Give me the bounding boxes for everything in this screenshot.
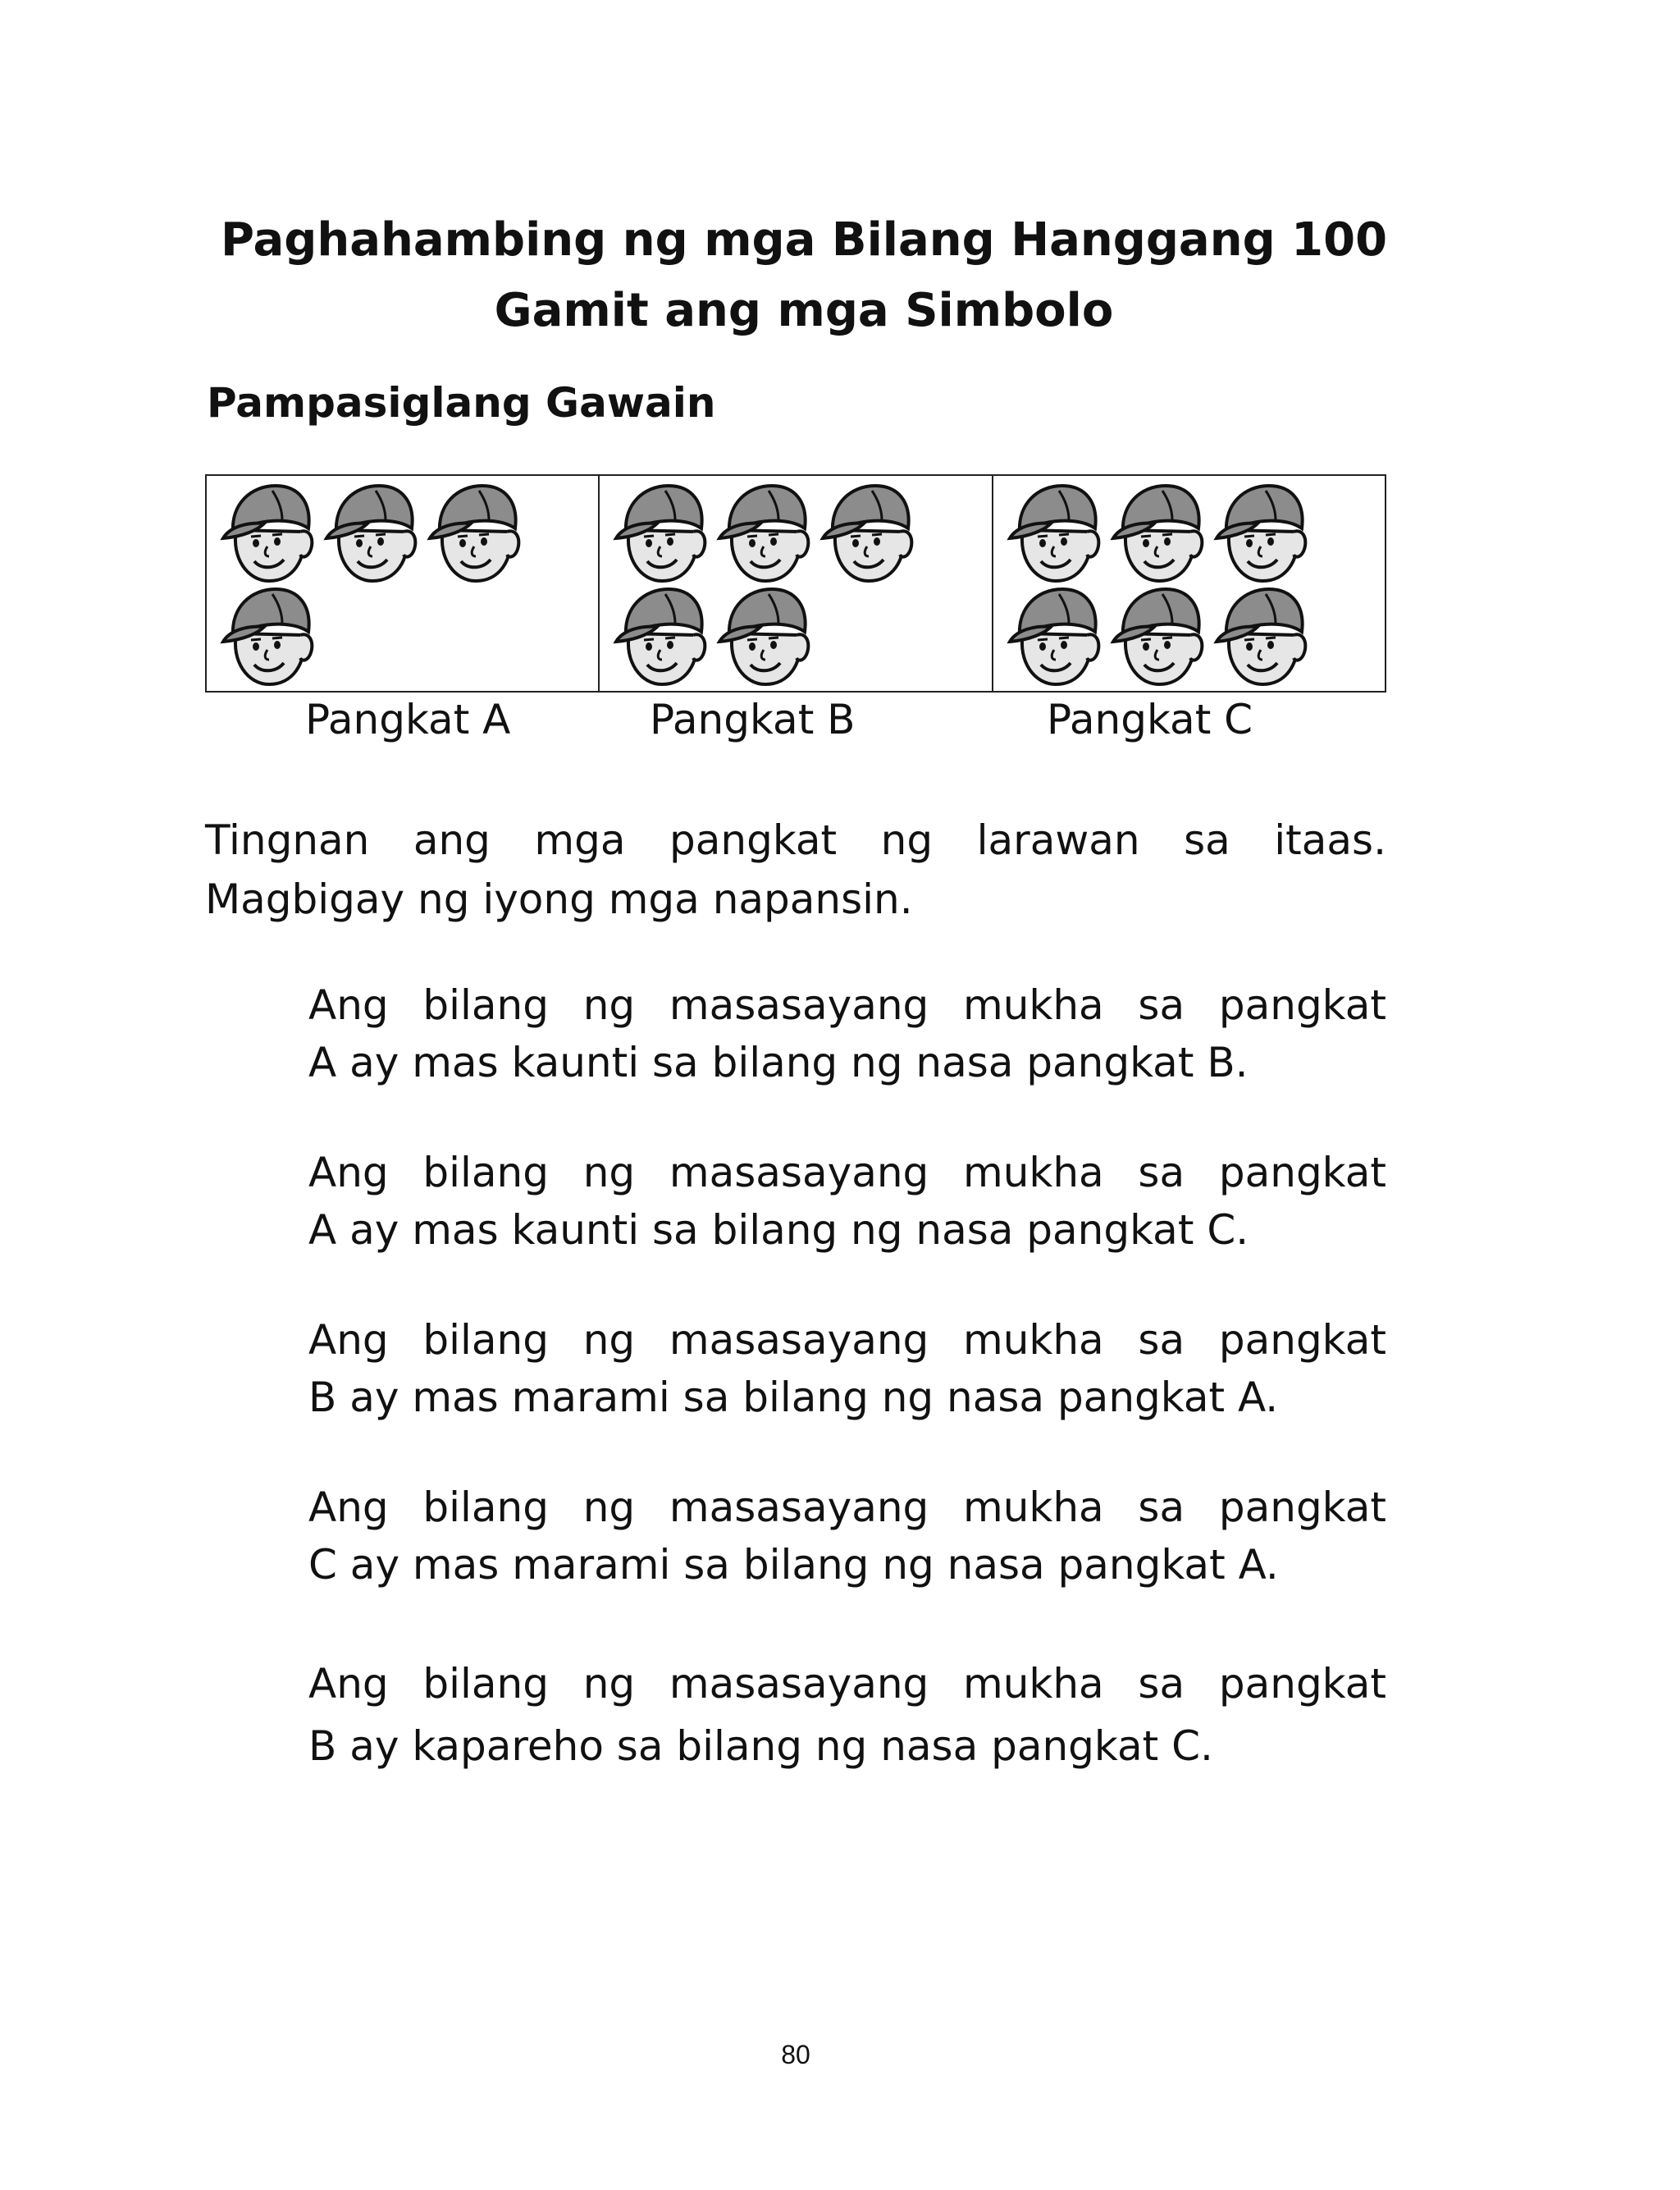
statement-3-line-1: Ang bilang ng masasayang mukha sa pangkat	[308, 1316, 1386, 1364]
happy-face-icon	[425, 479, 525, 584]
title-line-2: Gamit ang mga Simbolo	[494, 284, 1114, 337]
group-label-b: Pangkat B	[650, 696, 856, 743]
statement-1-line-2: A ay mas kaunti sa bilang ng nasa pangkat B.	[308, 1039, 1249, 1086]
page-title	[131, 205, 1477, 346]
happy-face-icon	[218, 479, 318, 584]
statement-3	[308, 1311, 1386, 1426]
happy-face-icon	[611, 583, 711, 688]
happy-face-icon	[322, 479, 422, 584]
intro-line-1: Tingnan ang mga pangkat ng larawan sa itaas.	[205, 816, 1386, 864]
happy-face-icon	[714, 479, 815, 584]
statement-2-line-1: Ang bilang ng masasayang mukha sa pangkat	[308, 1149, 1386, 1196]
group-label-c: Pangkat C	[1047, 696, 1253, 743]
title-line-1: Paghahambing ng mga Bilang Hanggang 100	[220, 213, 1388, 267]
happy-face-icon	[1212, 479, 1312, 584]
statement-3-line-2: B ay mas marami sa bilang ng nasa pangkat A.	[308, 1374, 1279, 1421]
statement-1	[308, 976, 1386, 1091]
statement-4	[308, 1479, 1386, 1593]
happy-face-icon	[1005, 583, 1105, 688]
happy-face-icon	[714, 583, 815, 688]
group-cell-a	[207, 476, 598, 691]
group-cell-b	[598, 476, 991, 691]
happy-face-icon	[1108, 479, 1208, 584]
statement-4-line-2: C ay mas marami sa bilang ng nasa pangkat A.	[308, 1541, 1279, 1589]
happy-face-icon	[1108, 583, 1208, 688]
happy-face-icon	[1005, 479, 1105, 584]
statement-2-line-2: A ay mas kaunti sa bilang ng nasa pangkat C.	[308, 1206, 1249, 1254]
statement-5-line-1: Ang bilang ng masasayang mukha sa pangkat	[308, 1660, 1386, 1708]
page-number: 80	[781, 2040, 810, 2069]
happy-face-icon	[218, 583, 318, 688]
intro-line-2: Magbigay ng iyong mga napansin.	[205, 876, 913, 923]
statement-4-line-1: Ang bilang ng masasayang mukha sa pangkat	[308, 1484, 1386, 1531]
happy-face-icon	[611, 479, 711, 584]
group-label-a: Pangkat A	[305, 696, 511, 743]
statement-2	[308, 1144, 1386, 1259]
happy-face-icon	[818, 479, 918, 584]
section-heading: Pampasiglang Gawain	[207, 379, 716, 427]
statement-5	[308, 1653, 1386, 1777]
statement-5-line-2: B ay kapareho sa bilang ng nasa pangkat C.	[308, 1722, 1213, 1770]
group-labels	[0, 696, 1680, 761]
group-cell-c	[992, 476, 1385, 691]
statement-1-line-1: Ang bilang ng masasayang mukha sa pangkat	[308, 981, 1386, 1029]
intro-paragraph	[205, 811, 1386, 929]
happy-face-icon	[1212, 583, 1312, 688]
face-groups-table	[205, 474, 1386, 693]
